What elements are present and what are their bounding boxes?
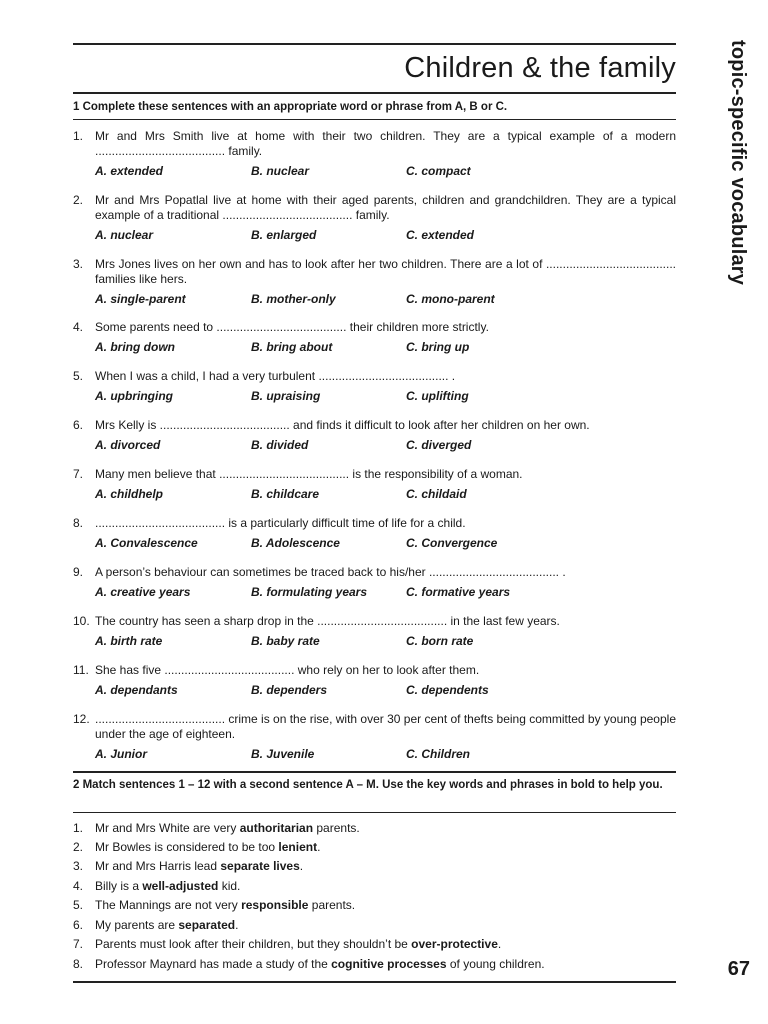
item-text: Mr and Mrs White are very xyxy=(95,821,240,835)
option-b: B. enlarged xyxy=(251,228,317,242)
item-number: 5. xyxy=(73,898,84,912)
match-item-7 xyxy=(73,937,676,952)
item-text-end: . xyxy=(299,859,304,873)
question-number: 11. xyxy=(73,663,89,677)
question-number: 1. xyxy=(73,129,84,143)
match-item-3 xyxy=(73,859,676,874)
item-text-end: . xyxy=(497,937,502,951)
question-stem: Many men believe that ....................................... is the responsibility of a woman. xyxy=(95,467,523,481)
option-c: C. Children xyxy=(406,747,471,761)
match-item-6 xyxy=(73,918,676,933)
item-text-end: parents. xyxy=(308,898,356,912)
option-a: A. birth rate xyxy=(95,634,163,648)
question-stem: ....................................... crime is on the rise, with over 30 per cent of thefts being committed by young people under the age of eighteen. xyxy=(95,712,676,741)
item-text: Mr Bowles is considered to be too xyxy=(95,840,279,854)
option-b: B. Adolescence xyxy=(251,536,340,550)
question-5 xyxy=(73,369,676,405)
option-c: C. diverged xyxy=(406,438,472,452)
question-12 xyxy=(73,712,676,763)
key-phrase: separated xyxy=(178,918,236,932)
option-c: C. mono-parent xyxy=(406,292,495,306)
option-a: A. upbringing xyxy=(95,389,173,403)
question-stem: A person’s behaviour can sometimes be traced back to his/her ....................................... . xyxy=(95,565,566,579)
option-a: A. extended xyxy=(95,164,164,178)
question-number: 2. xyxy=(73,193,84,207)
question-stem: The country has seen a sharp drop in the ....................................... in the last few years. xyxy=(95,614,560,628)
item-text: Parents must look after their children, but they shouldn’t be xyxy=(95,937,412,951)
option-a: A. dependants xyxy=(95,683,178,697)
option-b: B. nuclear xyxy=(251,164,310,178)
question-stem: Some parents need to ....................................... their children more strictly. xyxy=(95,320,489,334)
option-b: B. childcare xyxy=(251,487,320,501)
option-b: B. formulating years xyxy=(251,585,368,599)
option-b: B. bring about xyxy=(251,340,333,354)
question-11 xyxy=(73,663,676,699)
question-stem: Mr and Mrs Popatlal live at home with their aged parents, children and grandchildren. They are a typical example of a traditional ....................................... family. xyxy=(95,193,676,222)
page-number: 67 xyxy=(727,958,750,980)
item-text-end: . xyxy=(235,918,239,932)
key-phrase: cognitive processes xyxy=(331,957,447,971)
item-text: Mr and Mrs Harris lead xyxy=(95,859,221,873)
item-number: 6. xyxy=(73,918,84,932)
section2-rule xyxy=(73,812,676,813)
match-item-4 xyxy=(73,879,676,894)
option-b: B. upraising xyxy=(251,389,321,403)
option-c: C. compact xyxy=(406,164,471,178)
item-number: 7. xyxy=(73,937,84,951)
item-text: My parents are xyxy=(95,918,179,932)
option-c: C. childaid xyxy=(406,487,467,501)
key-phrase: responsible xyxy=(241,898,309,912)
question-number: 5. xyxy=(73,369,84,383)
option-a: A. Junior xyxy=(95,747,148,761)
match-item-8 xyxy=(73,957,676,972)
question-stem: ....................................... is a particularly difficult time of life for a child. xyxy=(95,516,466,530)
item-number: 2. xyxy=(73,840,84,854)
item-text-end: parents. xyxy=(313,821,360,835)
key-phrase: well-adjusted xyxy=(142,879,219,893)
key-phrase: lenient xyxy=(278,840,318,854)
option-c: C. formative years xyxy=(406,585,511,599)
option-b: B. baby rate xyxy=(251,634,320,648)
option-a: A. bring down xyxy=(95,340,175,354)
side-label xyxy=(719,40,749,300)
section2-top-rule xyxy=(73,771,676,773)
option-a: A. Convalescence xyxy=(95,536,198,550)
key-phrase: separate lives xyxy=(220,859,300,873)
question-number: 9. xyxy=(73,565,84,579)
question-number: 4. xyxy=(73,320,84,334)
item-text: The Mannings are not very xyxy=(95,898,242,912)
item-text-end: kid. xyxy=(218,879,241,893)
question-1 xyxy=(73,129,676,180)
section1-rule xyxy=(73,119,676,120)
question-stem: Mr and Mrs Smith live at home with their two children. They are a typical example of a modern ....................................... family. xyxy=(95,129,676,158)
question-8 xyxy=(73,516,676,552)
section1-instruction: 1 Complete these sentences with an appropriate word or phrase from A, B or C. xyxy=(73,101,508,113)
question-4 xyxy=(73,320,676,356)
match-item-5 xyxy=(73,898,676,913)
option-c: C. Convergence xyxy=(406,536,498,550)
item-number: 1. xyxy=(73,821,84,835)
option-a: A. nuclear xyxy=(95,228,154,242)
option-b: B. dependers xyxy=(251,683,328,697)
question-9 xyxy=(73,565,676,601)
option-c: C. extended xyxy=(406,228,475,242)
item-number: 4. xyxy=(73,879,84,893)
option-c: C. born rate xyxy=(406,634,474,648)
option-a: A. single-parent xyxy=(95,292,186,306)
question-3 xyxy=(73,257,676,308)
question-number: 12. xyxy=(73,712,90,726)
option-a: A. creative years xyxy=(95,585,191,599)
question-number: 8. xyxy=(73,516,84,530)
bottom-rule xyxy=(73,981,676,983)
question-stem: Mrs Jones lives on her own and has to look after her two children. There are a lot of ....................................... families like hers. xyxy=(95,257,676,286)
key-phrase: over-protective xyxy=(411,937,498,951)
question-number: 7. xyxy=(73,467,84,481)
question-10 xyxy=(73,614,676,650)
option-a: A. divorced xyxy=(95,438,161,452)
match-item-2 xyxy=(73,840,676,855)
title-rule xyxy=(73,92,676,94)
question-2 xyxy=(73,193,676,244)
match-item-1 xyxy=(73,821,676,836)
item-text: Billy is a xyxy=(95,879,143,893)
option-b: B. divided xyxy=(251,438,309,452)
side-label-text: topic-specific vocabulary xyxy=(727,40,749,286)
top-rule xyxy=(73,43,676,45)
option-a: A. childhelp xyxy=(95,487,164,501)
option-c: C. uplifting xyxy=(406,389,469,403)
question-stem: She has five ....................................... who rely on her to look after them. xyxy=(95,663,480,677)
item-number: 8. xyxy=(73,957,84,971)
section2-instruction: 2 Match sentences 1 – 12 with a second sentence A – M. Use the key words and phrases in bold to help you. xyxy=(73,779,663,791)
question-number: 6. xyxy=(73,418,84,432)
item-text-end: . xyxy=(317,840,321,854)
question-stem: When I was a child, I had a very turbulent ....................................... . xyxy=(95,369,456,383)
option-b: B. Juvenile xyxy=(251,747,315,761)
key-phrase: authoritarian xyxy=(239,821,314,835)
question-7 xyxy=(73,467,676,503)
question-number: 10. xyxy=(73,614,90,628)
item-number: 3. xyxy=(73,859,84,873)
item-text: Professor Maynard has made a study of the xyxy=(95,957,332,971)
question-number: 3. xyxy=(73,257,84,271)
page-title: Children & the family xyxy=(404,52,676,84)
question-stem: Mrs Kelly is ....................................... and finds it difficult to look after her children on her own. xyxy=(95,418,590,432)
item-text-end: of young children. xyxy=(446,957,545,971)
option-b: B. mother-only xyxy=(251,292,336,306)
option-c: C. dependents xyxy=(406,683,489,697)
question-6 xyxy=(73,418,676,454)
option-c: C. bring up xyxy=(406,340,470,354)
